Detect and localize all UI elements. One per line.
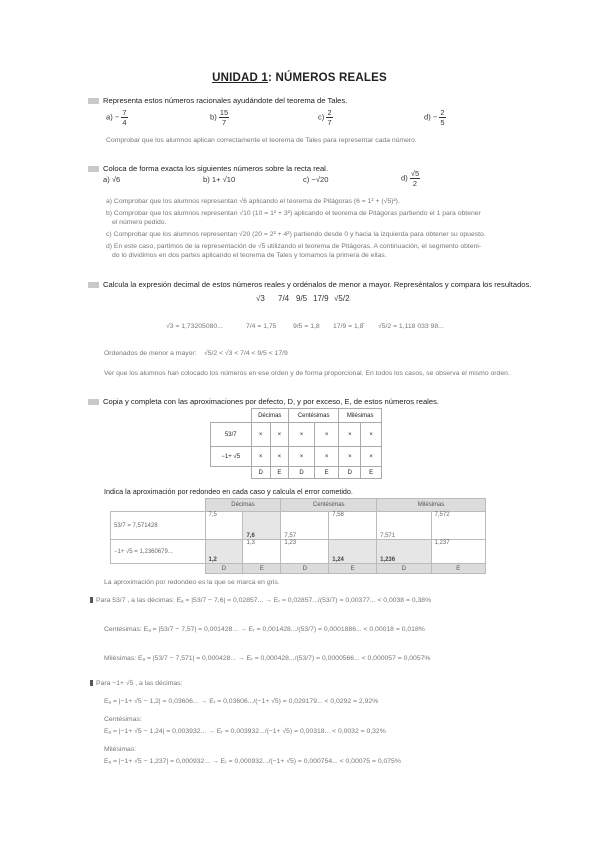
ex4-table1 (210, 408, 382, 479)
t1-cell: × (314, 447, 338, 467)
ex1-prompt (88, 96, 347, 105)
t2-de: D (281, 564, 329, 574)
ex1-option-c-label: c) (318, 112, 325, 122)
ex4-round-note: La aproximación por redondeo es la que se marca en gris. (104, 579, 280, 586)
ex4-calc-2: Centésimas: Eₐ = |53/7 − 7,57| = 0,001428... → Eᵣ = 0,001428.../(53/7) = 0,0001886... < 0,00018 = 0,018% (104, 626, 425, 633)
t1-cell: × (251, 423, 270, 447)
t1-cell: × (314, 423, 338, 447)
t2-cell-round: 7,571 (377, 512, 431, 540)
t1-cell: × (289, 423, 315, 447)
ex3-decimal-2: 7/4 = 1,75 (246, 323, 277, 330)
t2-row2-label: −1+ √5 = 1,2360679... (111, 540, 206, 564)
ex1-option-b-num: 15 (219, 108, 229, 117)
ex1-option-a-label: a) − (106, 112, 120, 122)
ex2-option-a: a) √6 (103, 175, 121, 184)
bullet-icon (90, 680, 93, 686)
ex2-answer-d: d) En este caso, partimos de la representación de √5 utilizando el teorema de Pitágoras. A continuación, el segmento obteni- (106, 243, 482, 250)
ex3-order: √5/2 < √3 < 7/4 < 9/5 < 17/9 (204, 350, 288, 357)
ex4-calc-4-text: Para −1+ √5 , a las décimas: (96, 680, 183, 687)
t2-de: E (431, 564, 485, 574)
t2-cell-round: 1,236 (377, 540, 431, 564)
ex3-order-label: Ordenados de menor a mayor: (104, 350, 197, 357)
ex4-sub-prompt: Indica la aproximación por redondeo en cada caso y calcula el error cometido. (104, 487, 353, 496)
ex4-calc-9: Eₐ = |−1+ √5 − 1,237| = 0,000932... → Eᵣ = 0,000932.../(−1+ √5) = 0,000754... < 0,00075 = 0,075% (104, 758, 401, 765)
t2-de: E (329, 564, 377, 574)
title-prefix: UNIDAD 1 (212, 72, 269, 84)
t2-cell: 7,5 (205, 512, 243, 540)
ex1-option-c-num: 2 (327, 108, 332, 117)
ex3-number-1: √3 (256, 294, 265, 303)
ex4-calc-1-text: Para 53/7 , a las décimas: Eₐ = |53/7 − 7,6| = 0,02857... → Eᵣ = 0,02857.../(53/7) = 0,00377... < 0,0038 = 0,38% (96, 597, 432, 604)
t2-header-milesimas: Milésimas (377, 499, 486, 512)
t2-header-centesimas: Centésimas (281, 499, 377, 512)
t2-de: D (205, 564, 243, 574)
ex2-prompt-text: Coloca de forma exacta los siguientes números sobre la recta real. (103, 164, 328, 173)
ex1-option-b-label: b) (210, 112, 217, 122)
t1-header-decimas: Décimas (251, 409, 289, 423)
t1-cell: × (361, 447, 382, 467)
ex2-option-b: b) 1+ √10 (203, 175, 236, 184)
ex1-answer: Comprobar que los alumnos aplican correctamente el teorema de Tales para representar cada número. (106, 137, 417, 144)
ex1-option-c (318, 108, 333, 127)
ex4-calc-7: Eₐ = |−1+ √5 − 1,24| = 0,003932... → Eᵣ = 0,003932.../(−1+ √5) = 0,00318... < 0,0032 = 0,32% (104, 728, 386, 735)
t2-corner (111, 564, 206, 574)
ex2-prompt (88, 164, 328, 173)
t1-de: D (251, 467, 270, 479)
ex3-note: Ver que los alumnos han colocado los números en ese orden y de forma proporcional. En todos los casos, se observa el mismo orden. (104, 370, 510, 377)
ex2-option-d (401, 169, 420, 188)
ex1-option-a-num: 7 (122, 108, 127, 117)
t2-cell: 1,3 (243, 540, 281, 564)
ex3-decimal-4: 17/9 = 1,8̂ (333, 323, 364, 330)
ex4-calc-6: Centésimas: (104, 716, 142, 723)
ex2-option-d-num: √5 (410, 169, 420, 178)
ex4-calc-1 (90, 597, 431, 604)
ex4-prompt (88, 397, 439, 406)
t2-cell: 7,58 (329, 512, 377, 540)
t2-cell-round: 1,2 (205, 540, 243, 564)
ex3-decimal-1: √3 = 1,73205080... (166, 323, 223, 330)
ex3-number-3: 9/5 (296, 294, 308, 303)
t1-de: E (314, 467, 338, 479)
ex1-option-b-den: 7 (221, 118, 227, 127)
ex1-option-b (210, 108, 229, 127)
ex1-prompt-text: Representa estos números racionales ayudándote del teorema de Tales. (103, 96, 348, 105)
exercise-number-icon (88, 98, 99, 104)
ex3-number-4: 17/9 (313, 294, 329, 303)
t1-de: E (270, 467, 288, 479)
ex1-option-d-den: 5 (440, 118, 445, 127)
ex2-answer-a: a) Comprobar que los alumnos representan √6 aplicando el teorema de Pitágoras (6 = 1² + (√5)²). (106, 198, 400, 205)
ex3-prompt (88, 280, 531, 289)
t2-cell: 1,23 (281, 540, 329, 564)
ex2-answer-b2: el número pedido. (112, 219, 167, 226)
ex3-number-5: √5/2 (334, 294, 350, 303)
t1-cell: × (289, 447, 315, 467)
t1-header-milesimas: Milésimas (339, 409, 382, 423)
ex4-calc-4 (90, 680, 182, 687)
t2-de: E (243, 564, 281, 574)
ex1-option-a-den: 4 (122, 118, 127, 127)
t1-cell: × (270, 423, 288, 447)
ex2-answer-c: c) Comprobar que los alumnos representan √20 (20 = 2² + 4²) partiendo desde 0 y hacia la izquierda para obtener su opuesto. (106, 231, 486, 238)
t1-cell: × (339, 423, 361, 447)
t1-header-centesimas: Centésimas (289, 409, 339, 423)
exercise-number-icon (88, 282, 99, 288)
t1-row-label: 53/7 (211, 423, 252, 447)
ex2-option-d-den: 2 (412, 179, 418, 188)
bullet-icon (90, 597, 93, 603)
ex1-option-d-num: 2 (440, 108, 445, 117)
t2-row1-label: 53/7 = 7,571428 (111, 512, 206, 540)
title-suffix: : NÚMEROS REALES (268, 72, 387, 84)
ex3-number-2: 7/4 (278, 294, 290, 303)
t2-header-decimas: Décimas (205, 499, 281, 512)
t1-cell: × (251, 447, 270, 467)
ex4-prompt-text: Copia y completa con las aproximaciones por defecto, D, y por exceso, E, de estos números reales. (103, 397, 439, 406)
t2-cell: 7,572 (431, 512, 485, 540)
t1-de: D (289, 467, 315, 479)
ex2-answer-d2: do lo dividimos en dos partes aplicando el teorema de Tales y tomamos la primera de ellas. (112, 252, 387, 259)
ex2-option-c: c) −√20 (303, 175, 329, 184)
t2-corner (111, 499, 206, 512)
ex1-option-d-label: d) − (424, 112, 438, 122)
t2-cell-round: 7,57 (281, 512, 329, 540)
ex3-decimal-3: 9/5 = 1,8 (293, 323, 320, 330)
exercise-number-icon (88, 166, 99, 172)
t2-cell-round: 1,24 (329, 540, 377, 564)
ex1-option-c-den: 7 (327, 118, 332, 127)
ex3-prompt-text: Calcula la expresión decimal de estos números reales y ordénalos de menor a mayor. Represéntalos y compara los resultados. (103, 280, 532, 289)
t2-cell-round: 7,6 (243, 512, 281, 540)
t1-de: D (339, 467, 361, 479)
t1-cell: × (339, 447, 361, 467)
ex3-decimal-5: √5/2 = 1,118 033 98... (378, 323, 444, 330)
ex4-calc-3: Milésimas: Eₐ = |53/7 − 7,571| = 0,000428... → Eᵣ = 0,000428.../(53/7) = 0,0000566... < 0,000057 = 0,0057% (104, 655, 431, 662)
ex4-table2 (110, 498, 486, 574)
t1-cell: × (270, 447, 288, 467)
ex4-calc-8: Milésimas: (104, 746, 137, 753)
ex1-option-d (424, 108, 446, 127)
t1-corner (211, 409, 252, 423)
t2-de: D (377, 564, 431, 574)
ex1-option-a (106, 108, 128, 127)
exercise-number-icon (88, 399, 99, 405)
ex2-option-d-label: d) (401, 173, 408, 183)
t1-corner (211, 467, 252, 479)
t1-row-label: −1+ √5 (211, 447, 252, 467)
t1-cell: × (361, 423, 382, 447)
ex2-answer-b: b) Comprobar que los alumnos representan √10 (10 = 1² + 3²) aplicando el teorema de Pitágoras partiendo el 1 para obtener (106, 210, 481, 217)
t1-de: E (361, 467, 382, 479)
page-title (0, 72, 599, 84)
ex4-calc-5: Eₐ = |−1+ √5 − 1,2| = 0,03606... → Eᵣ = 0,03606.../(−1+ √5) = 0,029179... < 0,0292 = 2,92% (104, 698, 379, 705)
t2-cell: 1,237 (431, 540, 485, 564)
